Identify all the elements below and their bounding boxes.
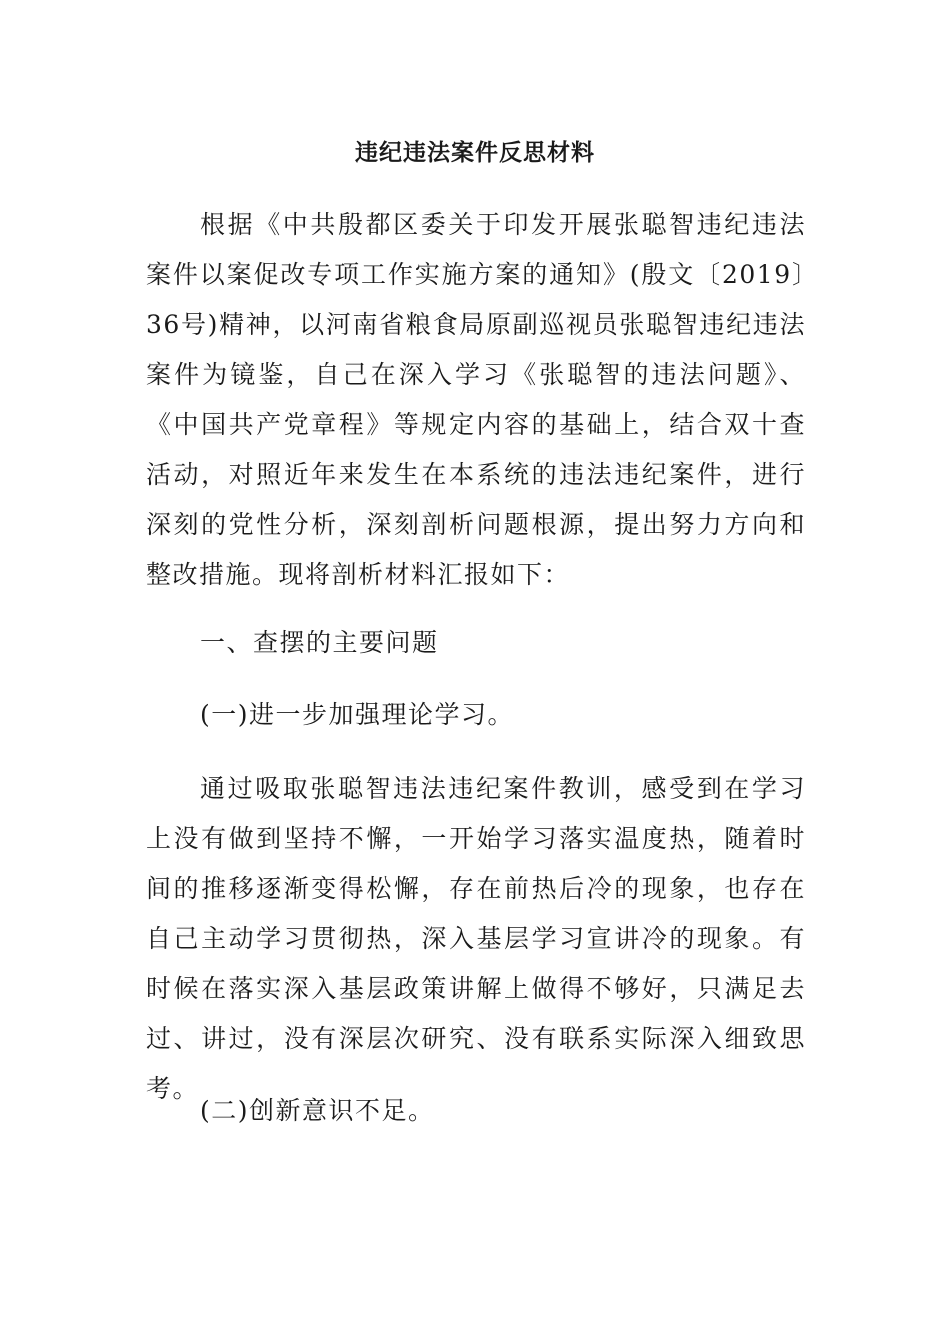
subsection-heading-innovation: (二)创新意识不足。 xyxy=(200,1096,435,1125)
subsection-heading-theory-study: (一)进一步加强理论学习。 xyxy=(200,700,515,729)
intro-paragraph: 根据《中共殷都区委关于印发开展张聪智违纪违法案件以案促改专项工作实施方案的通知》(殷文〔2019〕36号)精神，以河南省粮食局原副巡视员张聪智违纪违法案件为镜鉴，自己在深入学习《张聪智的违法问题》、《中国共产党章程》等规定内容的基础上，结合双十查活动，对照近年来发生在本系统的违法违纪案件，进行深刻的党性分析，深刻剖析问题根源，提出努力方向和整改措施。现将剖析材料汇报如下： xyxy=(146,210,806,589)
section-heading-main-issues: 一、查摆的主要问题 xyxy=(200,628,439,657)
document-title: 违纪违法案件反思材料 xyxy=(355,139,595,166)
theory-study-paragraph: 通过吸取张聪智违法违纪案件教训，感受到在学习上没有做到坚持不懈，一开始学习落实温度热，随着时间的推移逐渐变得松懈，存在前热后冷的现象，也存在自己主动学习贯彻热，深入基层学习宣讲冷的现象。有时候在落实深入基层政策讲解上做得不够好，只满足去过、讲过，没有深层次研究、没有联系实际深入细致思考。 xyxy=(146,774,806,1103)
